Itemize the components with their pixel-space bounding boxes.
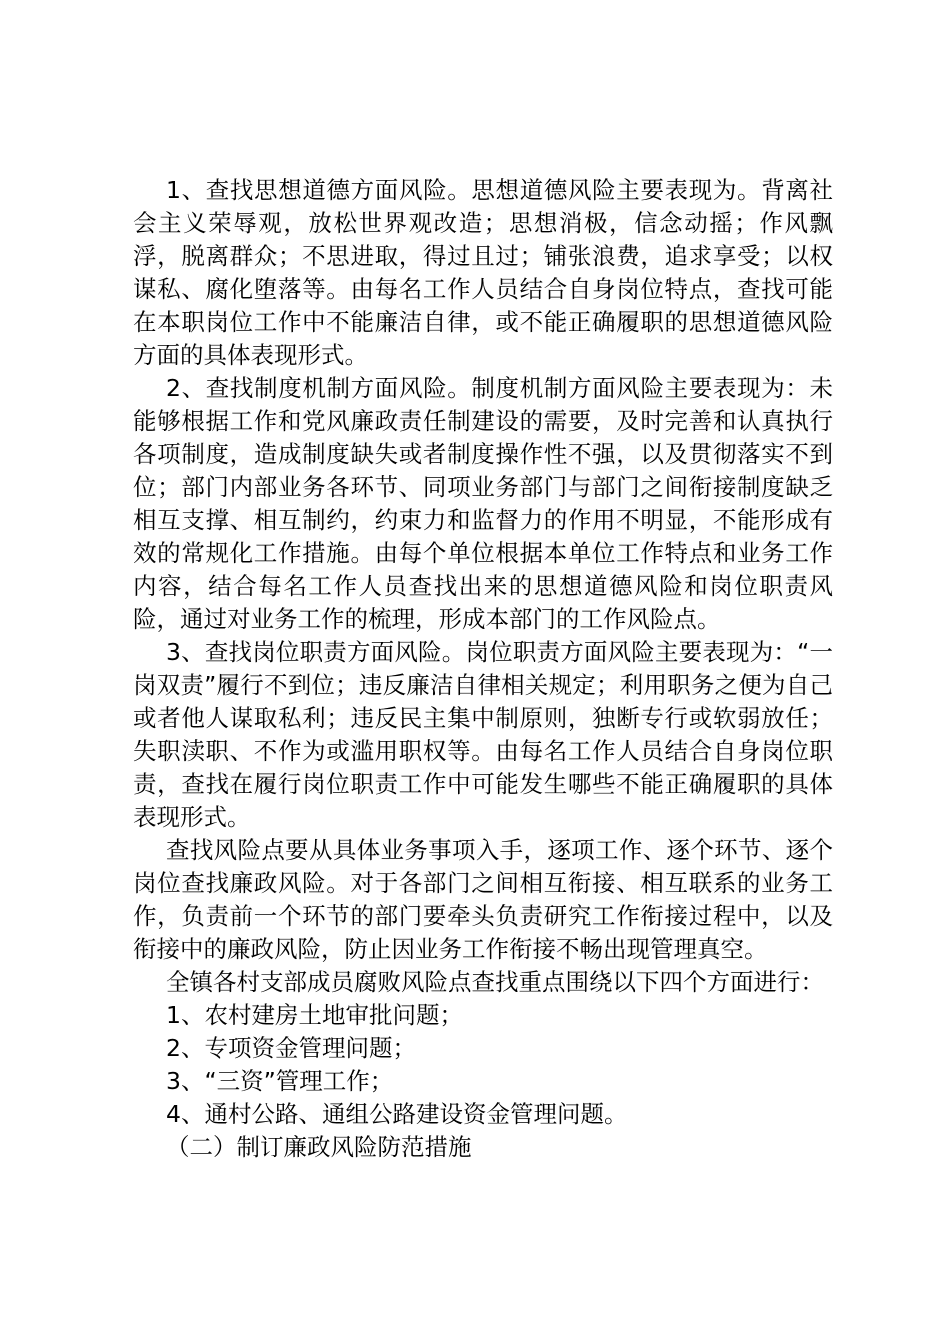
document-body (133, 174, 833, 1164)
paragraph-position-risk: 3、查找岗位职责方面风险。岗位职责方面风险主要表现为：“一岗双责”履行不到位；违反廉洁自律相关规定；利用职务之便为自己或者他人谋取私利；违反民主集中制原则，独断专行或软弱放任；失职渎职、不作为或滥用职权等。由每名工作人员结合自身岗位职责，查找在履行岗位职责工作中可能发生哪些不能正确履职的具体表现形式。 (133, 638, 833, 831)
paragraph-village-focus-intro: 全镇各村支部成员腐败风险点查找重点围绕以下四个方面进行： (166, 968, 824, 996)
paragraph-system-risk: 2、查找制度机制方面风险。制度机制方面风险主要表现为：未能够根据工作和党风廉政责任制建设的需要，及时完善和认真执行各项制度，造成制度缺失或者制度操作性不强，以及贯彻落实不到位；部门内部业务各环节、同项业务部门与部门之间衔接制度缺乏相互支撑、相互制约，约束力和监督力的作用不明显，不能形成有效的常规化工作措施。由每个单位根据本单位工作特点和业务工作内容，结合每名工作人员查找出来的思想道德风险和岗位职责风险，通过对业务工作的梳理，形成本部门的工作风险点。 (133, 374, 833, 633)
section-heading: （二）制订廉政风险防范措施 (166, 1133, 472, 1161)
list-item-three-assets: 3、“三资”管理工作； (166, 1067, 394, 1095)
list-item-special-funds: 2、专项资金管理问题； (166, 1034, 416, 1062)
paragraph-risk-point-method: 查找风险点要从具体业务事项入手，逐项工作、逐个环节、逐个岗位查找廉政风险。对于各部门之间相互衔接、相互联系的业务工作，负责前一个环节的部门要牵头负责研究工作衔接过程中，以及衔接中的廉政风险，防止因业务工作衔接不畅出现管理真空。 (133, 836, 833, 963)
list-item-road-funds: 4、通村公路、通组公路建设资金管理问题。 (166, 1100, 628, 1128)
paragraph-ideology-risk: 1、查找思想道德方面风险。思想道德风险主要表现为。背离社会主义荣辱观，放松世界观改造；思想消极，信念动摇；作风飘浮，脱离群众；不思进取，得过且过；铺张浪费，追求享受；以权谋私、腐化堕落等。由每名工作人员结合自身岗位特点，查找可能在本职岗位工作中不能廉洁自律，或不能正确履职的思想道德风险方面的具体表现形式。 (133, 176, 833, 369)
list-item-land-approval: 1、农村建房土地审批问题； (166, 1001, 463, 1029)
